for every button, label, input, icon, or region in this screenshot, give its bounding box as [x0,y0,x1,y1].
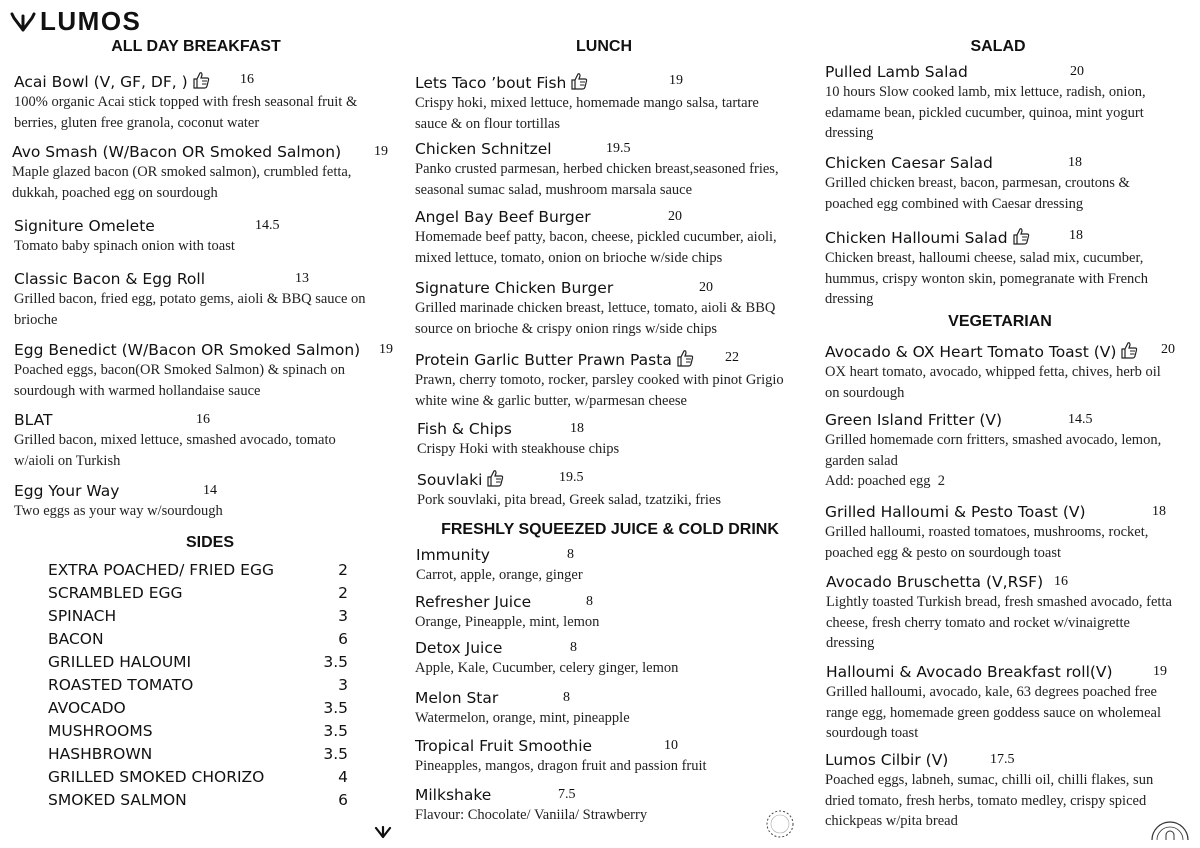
item-price: 8 [563,690,570,705]
item-name: Avocado & OX Heart Tomato Toast (V) [825,343,1117,361]
menu-item-prawn-pasta [415,348,807,411]
item-price: 14.5 [1068,412,1093,427]
side-name: SPINACH [48,607,117,625]
menu-item-souvlaki [417,468,797,511]
brand-name: LUMOS [40,6,142,36]
menu-item-halloumi-salad [825,226,1185,310]
item-description: Grilled bacon, mixed lettuce, smashed avocado, tomato w/aioli on Turkish [14,432,336,469]
drink-item-detox [415,638,795,679]
item-description: Pineapples, mangos, dragon fruit and passion fruit [415,758,707,774]
item-price: 19 [379,342,393,357]
side-price: 3.5 [323,653,348,671]
menu-item-omelete [14,216,384,257]
thumbs-up-icon [569,71,589,91]
side-name: MUSHROOMS [48,722,153,740]
section-title-lunch: LUNCH [576,38,632,55]
side-name: BACON [48,630,104,648]
item-name: Refresher Juice [415,593,532,611]
menu-item-halloumi-pesto-toast [825,502,1195,563]
item-description: 10 hours Slow cooked lamb, mix lettuce, radish, onion, edamame bean, pickled cucumber, quinoa, mint yogurt dressing [825,84,1146,141]
section-title-breakfast: ALL DAY BREAKFAST [111,38,281,55]
menu-item-chicken-burger [415,278,805,339]
drink-item-immunity [416,545,796,586]
item-description: Grilled marinade chicken breast, lettuce, tomato, aioli & BBQ source on brioche & crispy onion rings w/side chips [415,300,776,337]
menu-item-caesar-salad [825,153,1185,214]
lightbulb-badge-icon [1146,806,1194,842]
item-price: 18 [570,421,584,436]
item-name: Detox Juice [415,639,503,657]
section-title-salad: SALAD [970,38,1026,55]
item-price: 22 [725,350,739,365]
menu-item-acai-bowl [14,70,384,133]
item-price: 20 [699,280,713,295]
item-price: 19 [669,73,683,88]
item-name: Grilled Halloumi & Pesto Toast (V) [825,503,1086,521]
item-name: Signiture Omelete [14,217,155,235]
item-name: Avocado Bruschetta (V,RSF) [826,573,1044,591]
item-description: Apple, Kale, Cucumber, celery ginger, lemon [415,660,679,676]
item-description: Panko crusted parmesan, herbed chicken breast,seasoned fries, seasonal sumac salad, mushroom marsala sauce [415,161,779,198]
item-price: 18 [1069,228,1083,243]
side-price: 3.5 [323,699,348,717]
item-name: Halloumi & Avocado Breakfast roll(V) [826,663,1113,681]
item-description: Chicken breast, halloumi cheese, salad mix, cucumber, hummus, crispy wonton skin, pomegranate with French dressing [825,250,1148,307]
item-price: 19 [1153,664,1167,679]
side-name: SCRAMBLED EGG [48,584,183,602]
item-price: 10 [664,738,678,753]
side-price: 6 [338,630,348,648]
menu-item-corn-fritter [825,410,1195,492]
menu-item-avocado-bruschetta [826,572,1196,654]
menu-item-ox-heart-toast [825,340,1195,403]
thumbs-up-icon [675,348,695,368]
item-price: 16 [1054,574,1068,589]
side-price: 3 [338,676,348,694]
item-name: Avo Smash (W/Bacon OR Smoked Salmon) [12,143,342,161]
item-price: 8 [586,594,593,609]
item-description: Orange, Pineapple, mint, lemon [415,614,600,630]
item-name: Signature Chicken Burger [415,279,614,297]
side-price: 3.5 [323,745,348,763]
side-item [48,674,348,697]
item-description: Tomato baby spinach onion with toast [14,238,235,254]
item-name: Classic Bacon & Egg Roll [14,270,206,288]
item-name: Protein Garlic Butter Prawn Pasta [415,351,672,369]
side-price: 2 [338,584,348,602]
item-price: 20 [1161,342,1175,357]
item-price: 14 [203,483,217,498]
side-name: ROASTED TOMATO [48,676,194,694]
thumbs-up-icon [1011,226,1031,246]
thumbs-up-icon [1119,340,1139,360]
item-price: 16 [196,412,210,427]
item-name: Tropical Fruit Smoothie [415,737,593,755]
item-name: Lumos Cilbir (V) [825,751,949,769]
side-price: 3 [338,607,348,625]
item-name: Souvlaki [417,471,483,489]
drink-item-melon-star [415,688,795,729]
item-name: Chicken Caesar Salad [825,154,993,172]
item-price: 16 [240,72,254,87]
item-name: Melon Star [415,689,499,707]
item-description: Lightly toasted Turkish bread, fresh smashed avocado, fetta cheese, fresh cherry tomato and rocket w/vinaigrette dressing [826,594,1172,651]
item-description: Poached eggs, labneh, sumac, chilli oil, chilli flakes, sun dried tomato, fresh herbs, tomato medley, crispy spiced chickpeas w/pita bread [825,772,1154,829]
side-price: 4 [338,768,348,786]
item-description: Homemade beef patty, bacon, cheese, pickled cucumber, aioli, mixed lettuce, tomato, onion on brioche w/side chips [415,229,777,266]
side-item [48,743,348,766]
item-name: Lets Taco ’bout Fish [415,74,567,92]
item-name: Green Island Fritter (V) [825,411,1003,429]
side-item [48,582,348,605]
side-item [48,559,348,582]
side-item [48,605,348,628]
side-name: HASHBROWN [48,745,153,763]
item-name: Egg Your Way [14,482,120,500]
menu-item-beef-burger [415,207,805,268]
side-item [48,720,348,743]
menu-item-taco-fish [415,71,805,134]
item-price: 8 [567,547,574,562]
item-price: 20 [1070,64,1084,79]
side-item [48,651,348,674]
menu-item-chicken-schnitzel [415,139,805,200]
leaf-logo-icon [10,10,36,32]
section-title-vegetarian: VEGETARIAN [948,313,1052,330]
side-item [48,628,348,651]
menu-item-breakfast-roll [826,662,1196,744]
item-name: Milkshake [415,786,492,804]
thumbs-up-icon [485,468,505,488]
item-description: Grilled homemade corn fritters, smashed avocado, lemon, garden salad [825,432,1162,469]
item-description: Crispy Hoki with steakhouse chips [417,441,620,457]
item-price: 13 [295,271,309,286]
item-description: Flavour: Chocolate/ Vaniila/ Strawberry [415,807,648,823]
item-name: Chicken Halloumi Salad [825,229,1008,247]
item-price: 18 [1068,155,1082,170]
menu-item-blat [14,410,384,471]
item-price: 18 [1152,504,1166,519]
menu-item-cilbir [825,750,1165,832]
item-description: Pork souvlaki, pita bread, Greek salad, tzatziki, fries [417,492,721,508]
side-item [48,789,348,812]
menu-item-avo-smash [12,142,392,203]
side-name: AVOCADO [48,699,126,717]
brand-logo [10,6,141,36]
item-addon: Add: poached egg 2 [825,473,945,489]
side-name: GRILLED HALOUMI [48,653,192,671]
menu-item-bacon-egg-roll [14,269,394,330]
item-description: Grilled halloumi, avocado, kale, 63 degrees poached free range egg, homemade green goddess sauce on wholemeal sourdough toast [826,684,1161,741]
item-name: Immunity [416,546,490,564]
item-description: Two eggs as your way w/sourdough [14,503,223,519]
side-name: SMOKED SALMON [48,791,187,809]
item-description: Grilled bacon, fried egg, potato gems, aioli & BBQ sauce on brioche [14,291,366,328]
item-price: 19.5 [606,141,631,156]
item-price: 17.5 [990,752,1015,767]
section-title-sides: SIDES [185,534,234,551]
drink-item-refresher [415,592,795,633]
item-name: Egg Benedict (W/Bacon OR Smoked Salmon) [14,341,361,359]
thumbs-up-icon [191,70,211,90]
item-description: Carrot, apple, orange, ginger [416,567,583,583]
side-price: 3.5 [323,722,348,740]
item-description: Watermelon, orange, mint, pineapple [415,710,630,726]
menu-item-fish-chips [417,419,797,460]
item-price: 14.5 [255,218,280,233]
item-price: 8 [570,640,577,655]
side-name: GRILLED SMOKED CHORIZO [48,768,265,786]
item-price: 7.5 [558,787,576,802]
item-price: 19 [374,144,388,159]
item-description: Grilled halloumi, roasted tomatoes, mushrooms, rocket, poached egg & pesto on sourdough toast [825,524,1149,561]
leaf-mark-icon [373,823,393,839]
item-name: Fish & Chips [417,420,512,438]
item-description: Crispy hoki, mixed lettuce, homemade mango salsa, tartare sauce & on flour tortillas [415,95,759,132]
menu-item-egg-your-way [14,481,384,522]
drink-item-smoothie [415,736,795,777]
circular-stamp-icon [764,808,796,840]
menu-item-lamb-salad [825,62,1185,144]
item-description: Grilled chicken breast, bacon, parmesan, croutons & poached egg combined with Caesar dressing [825,175,1130,212]
item-name: Pulled Lamb Salad [825,63,968,81]
side-item [48,697,348,720]
item-name: Chicken Schnitzel [415,140,552,158]
drink-item-milkshake [415,785,755,826]
item-name: Acai Bowl (V, GF, DF, ) [14,73,188,91]
item-description: OX heart tomato, avocado, whipped fetta, chives, herb oil on sourdough [825,364,1161,401]
item-name: Angel Bay Beef Burger [415,208,591,226]
section-title-drinks: FRESHLY SQUEEZED JUICE & COLD DRINK [441,521,779,538]
item-description: Prawn, cherry tomoto, rocker, parsley cooked with pinot Grigio white wine & garlic butter, w/parmesan cheese [415,372,784,409]
item-name: BLAT [14,411,53,429]
item-price: 19.5 [559,470,584,485]
side-item [48,766,348,789]
item-description: Poached eggs, bacon(OR Smoked Salmon) & spinach on sourdough with warmed hollandaise sauce [14,362,346,399]
side-price: 6 [338,791,348,809]
item-description: Maple glazed bacon (OR smoked salmon), crumbled fetta, dukkah, poached egg on sourdough [12,164,352,201]
side-price: 2 [338,561,348,579]
side-name: EXTRA POACHED/ FRIED EGG [48,561,274,579]
item-price: 20 [668,209,682,224]
item-description: 100% organic Acai stick topped with fresh seasonal fruit & berries, gluten free granola, coconut water [14,94,358,131]
menu-item-egg-benedict [14,340,399,401]
